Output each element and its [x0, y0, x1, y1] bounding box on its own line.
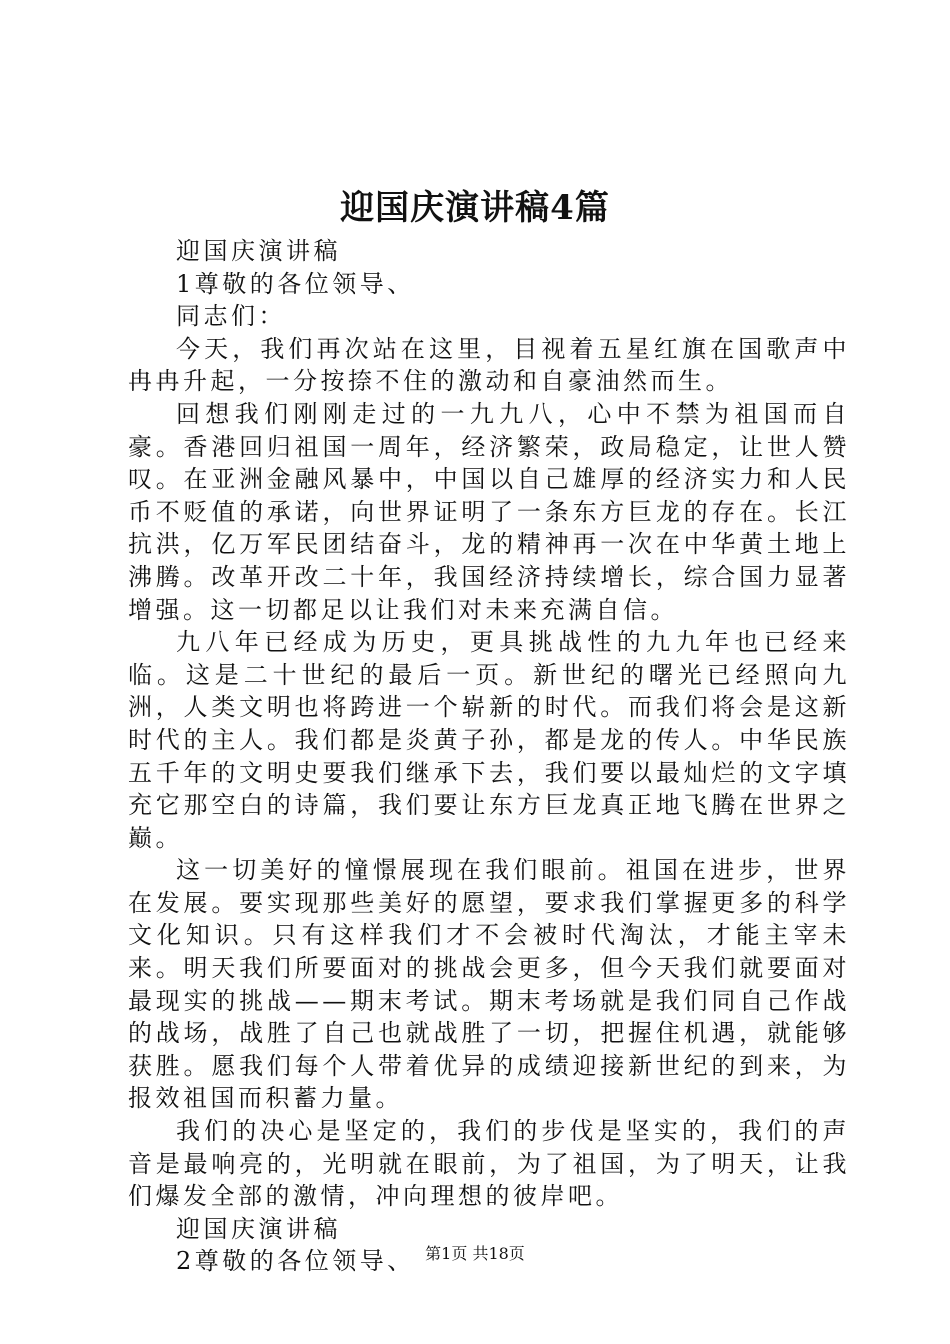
paragraph: 迎国庆演讲稿 [176, 1214, 341, 1243]
paragraph: 回想我们刚刚走过的一九九八，心中不禁为祖国而自豪。香港回归祖国一周年，经济繁荣，政局稳定，让世人赞叹。在亚洲金融风暴中，中国以自己雄厚的经济实力和人民币不贬值的承诺，向世界证明了一条东方巨龙的存在。长江抗洪，亿万军民团结奋斗，龙的精神再一次在中华黄土地上沸腾。改革开改二十年，我国经济持续增长，综合国力显著增强。这一切都足以让我们对未来充满自信。 [128, 399, 850, 624]
page-number-footer: 第1页 共18页 [425, 1244, 525, 1263]
paragraph: 这一切美好的憧憬展现在我们眼前。祖国在进步，世界在发展。要实现那些美好的愿望，要求我们掌握更多的科学文化知识。只有这样我们才不会被时代淘汰，才能主宰未来。明天我们所要面对的挑战会更多，但今天我们就要面对最现实的挑战——期末考试。期末考场就是我们同自己作战的战场，战胜了自己也就战胜了一切，把握住机遇，就能够获胜。愿我们每个人带着优异的成绩迎接新世纪的到来，为报效祖国而积蓄力量。 [128, 856, 850, 1113]
paragraph: 同志们： [176, 302, 286, 331]
paragraph: 今天，我们再次站在这里，目视着五星红旗在国歌声中冉冉升起，一分按捺不住的激动和自豪油然而生。 [128, 334, 850, 396]
paragraph: 1尊敬的各位领导、 [176, 269, 415, 298]
paragraph: 迎国庆演讲稿 [176, 237, 341, 265]
paragraph: 九八年已经成为历史，更具挑战性的九九年也已经来临。这是二十世纪的最后一页。新世纪的曙光已经照向九洲，人类文明也将跨进一个崭新的时代。而我们将会是这新时代的主人。我们都是炎黄子孙，都是龙的传人。中华民族五千年的文明史要我们继承下去，我们要以最灿烂的文字填充它那空白的诗篇，我们要让东方巨龙真正地飞腾在世界之巅。 [128, 628, 850, 852]
document-title: 迎国庆演讲稿4篇 [340, 188, 610, 228]
paragraph: 2尊敬的各位领导、 [176, 1247, 415, 1276]
paragraph: 我们的决心是坚定的，我们的步伐是坚实的，我们的声音是最响亮的，光明就在眼前，为了祖国，为了明天，让我们爆发全部的激情，冲向理想的彼岸吧。 [128, 1117, 850, 1211]
document-body [128, 235, 850, 1278]
